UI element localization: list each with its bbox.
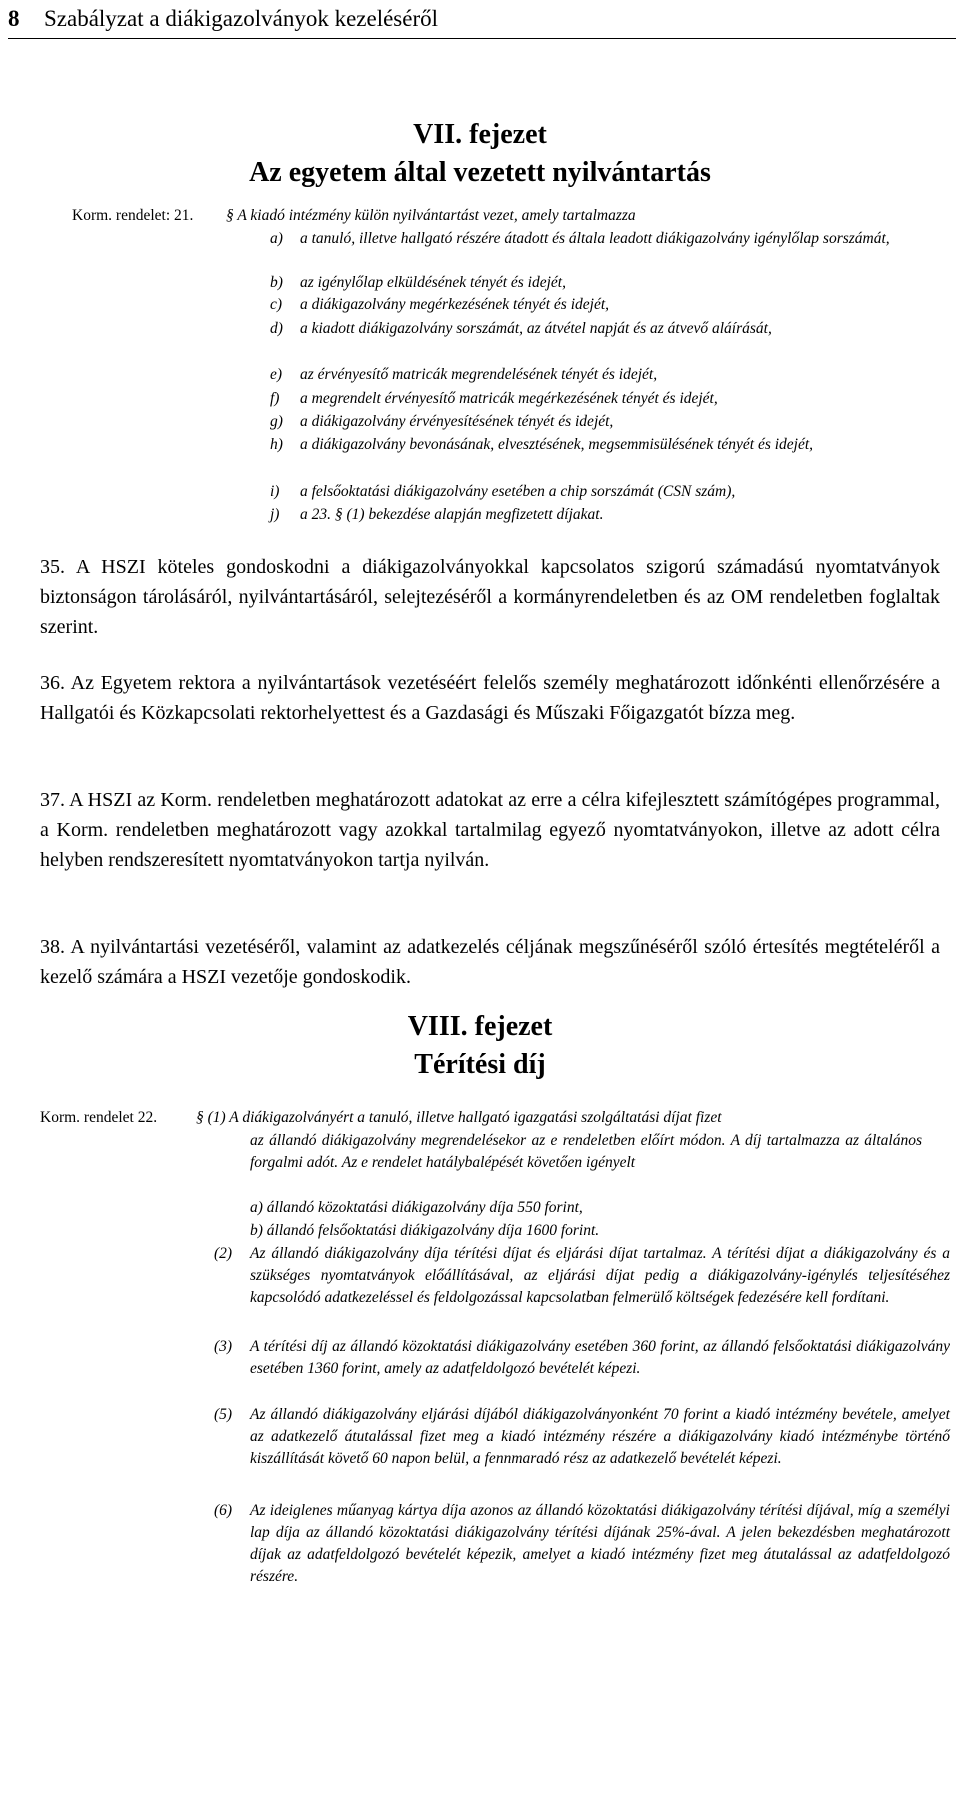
- item-label: f): [270, 390, 280, 407]
- paragraph-text: A térítési díj az állandó közoktatási diákigazolvány esetében 360 forint, az állandó felsőoktatási diákigazolvány esetében 1360 forint, amely az adatfeldolgozó bevételét képezi.: [250, 1338, 950, 1377]
- list-item: [270, 318, 960, 362]
- item-label: d): [270, 320, 283, 337]
- korm-22-paragraph-3: [214, 1336, 956, 1404]
- item-text: az érvényesítő matricák megrendelésének tényét és idejét,: [300, 366, 658, 383]
- item-text: az igénylőlap elküldésének tényét és idejét,: [300, 274, 566, 291]
- korm-21-ref: [72, 205, 193, 227]
- header-title: Szabályzat a diákigazolványok kezeléséről: [44, 6, 439, 31]
- paragraph-number: (3): [214, 1338, 233, 1355]
- item-text: a felsőoktatási diákigazolvány esetében a chip sorszámát (CSN szám),: [300, 483, 736, 500]
- korm-22-paragraph-5: [214, 1404, 956, 1496]
- item-text: a kiadott diákigazolvány sorszámát, az átvétel napját és az átvevő aláírását,: [300, 320, 772, 337]
- list-item: [270, 504, 960, 526]
- korm-22-p1-a: a) állandó közoktatási diákigazolvány díja 550 forint,: [250, 1199, 583, 1216]
- item-label: a): [270, 230, 283, 247]
- paragraph-text: Az állandó diákigazolvány eljárási díjából diákigazolványonként 70 forint a kiadó intézmény bevétele, amelyet az adatkezelő átutalással fizet meg a kiadó intézmény részére a diákigazolvány kiadó intézménybe történő kiszállítását követő 60 napon belül, a fennmaradó rész az adatkezelő bevételét képezi.: [250, 1406, 950, 1467]
- item-label: e): [270, 366, 283, 383]
- item-text: a diákigazolvány érvényesítésének tényét és idejét,: [300, 413, 614, 430]
- item-label: i): [270, 483, 280, 500]
- section-37: 37. A HSZI az Korm. rendeletben meghatározott adatokat az erre a célra kifejlesztett számítógépes programmal, a Korm. rendeletben meghatározott vagy azokkal tartalmilag egyező nyomtatványokon, illetve az adott célra helyben rendszeresített nyomtatványokon tartja nyilván.: [40, 789, 940, 871]
- paragraph-text: Az állandó diákigazolvány díja térítési díjat és eljárási díjat tartalmaz. A térítési díjat a diákigazolvány és a szükséges nyomtatványok előállításával, az eljárási díjat pedig a diákigazolvány-igénylés teljesítéséhez kapcsolódó adatkezeléssel és feldolgozással kapcsolatban felmerülő költségek fedezésére kell fordítani.: [250, 1245, 950, 1306]
- list-item: [270, 364, 960, 386]
- item-label: j): [270, 506, 280, 523]
- chapter-7-subheading: Az egyetem által vezetett nyilvántartás: [249, 157, 711, 188]
- chapter-8-heading: VIII. fejezet: [407, 1011, 553, 1042]
- chapter-7-heading: VII. fejezet: [413, 119, 547, 150]
- section-38: 38. A nyilvántartási vezetéséről, valamint az adatkezelés céljának megszűnéséről szóló értesítés megtételéről a kezelő számára a HSZI vezetője gondoskodik.: [40, 936, 940, 988]
- korm-21-label: Korm. rendelet: 21.: [72, 207, 194, 224]
- korm-22-p1-body: az állandó diákigazolvány megrendelésekor az e rendeletben előírt módon. A díj tartalmazza az általános forgalmi adót. Az e rendelet hatálybalépését követően igényelt: [250, 1132, 922, 1171]
- paragraph-number: (6): [214, 1502, 233, 1519]
- item-text: a diákigazolvány megérkezésének tényét és idejét,: [300, 296, 610, 313]
- item-label: c): [270, 296, 283, 313]
- item-label: g): [270, 413, 283, 430]
- item-text: a 23. § (1) bekezdése alapján megfizetett díjakat.: [300, 506, 604, 523]
- section-35: 35. A HSZI köteles gondoskodni a diákigazolványokkal kapcsolatos szigorú számadású nyomtatványok biztonságon tárolásáról, nyilvántartásáról, selejtezéséről a kormányrendeletben és az OM rendeletben foglaltak szerint.: [40, 556, 940, 638]
- paragraph-text: Az ideiglenes műanyag kártya díja azonos az állandó közoktatási diákigazolvány térítési díjával, míg a személyi lap díja az állandó közoktatási diákigazolvány térítési díjának 25%-ával. A jelen bekezdésben meghatározott díjak az adatfeldolgozó bevételét képezik, amelyet a kiadó intézmény fizet meg átutalással az adatfeldolgozó részére.: [250, 1502, 950, 1585]
- item-text: a diákigazolvány bevonásának, elvesztésének, megsemmisülésének tényét és idejét,: [300, 436, 814, 453]
- item-label: h): [270, 436, 283, 453]
- list-item: [270, 434, 960, 478]
- korm-22-paragraph-2: [214, 1243, 956, 1333]
- list-item: [270, 388, 960, 410]
- paragraph-number: (5): [214, 1406, 233, 1423]
- korm-22-p1-b: b) állandó felsőoktatási diákigazolvány díja 1600 forint.: [250, 1222, 600, 1239]
- list-item: [270, 481, 960, 503]
- list-item: [270, 411, 960, 433]
- chapter-8-subheading: Térítési díj: [414, 1049, 546, 1080]
- korm-22-p1-head: § (1) A diákigazolványért a tanuló, illetve hallgató igazgatási szolgáltatási díjat fizet: [196, 1109, 722, 1126]
- item-text: a megrendelt érvényesítő matricák megérkezésének tényét és idejét,: [300, 390, 718, 407]
- item-text: a tanuló, illetve hallgató részére átadott és általa leadott diákigazolvány igénylőlap sorszámát,: [300, 230, 890, 247]
- list-item: [270, 294, 960, 316]
- list-item: [270, 228, 960, 272]
- korm-21-intro: § A kiadó intézmény külön nyilvántartást vezet, amely tartalmazza: [226, 207, 636, 224]
- korm-22-paragraph-6: [214, 1500, 956, 1610]
- page-header: [8, 4, 956, 39]
- list-item: [270, 272, 960, 294]
- korm-22-ref: Korm. rendelet 22.: [40, 1109, 158, 1126]
- paragraph-number: (2): [214, 1245, 233, 1262]
- item-label: b): [270, 274, 283, 291]
- section-36: 36. Az Egyetem rektora a nyilvántartások vezetéséért felelős személy meghatározott időnkénti ellenőrzésére a Hallgatói és Közkapcsolati rektorhelyettest és a Gazdasági és Műszaki Főigazgatót bízza meg.: [40, 672, 940, 724]
- page-number: 8: [8, 6, 20, 31]
